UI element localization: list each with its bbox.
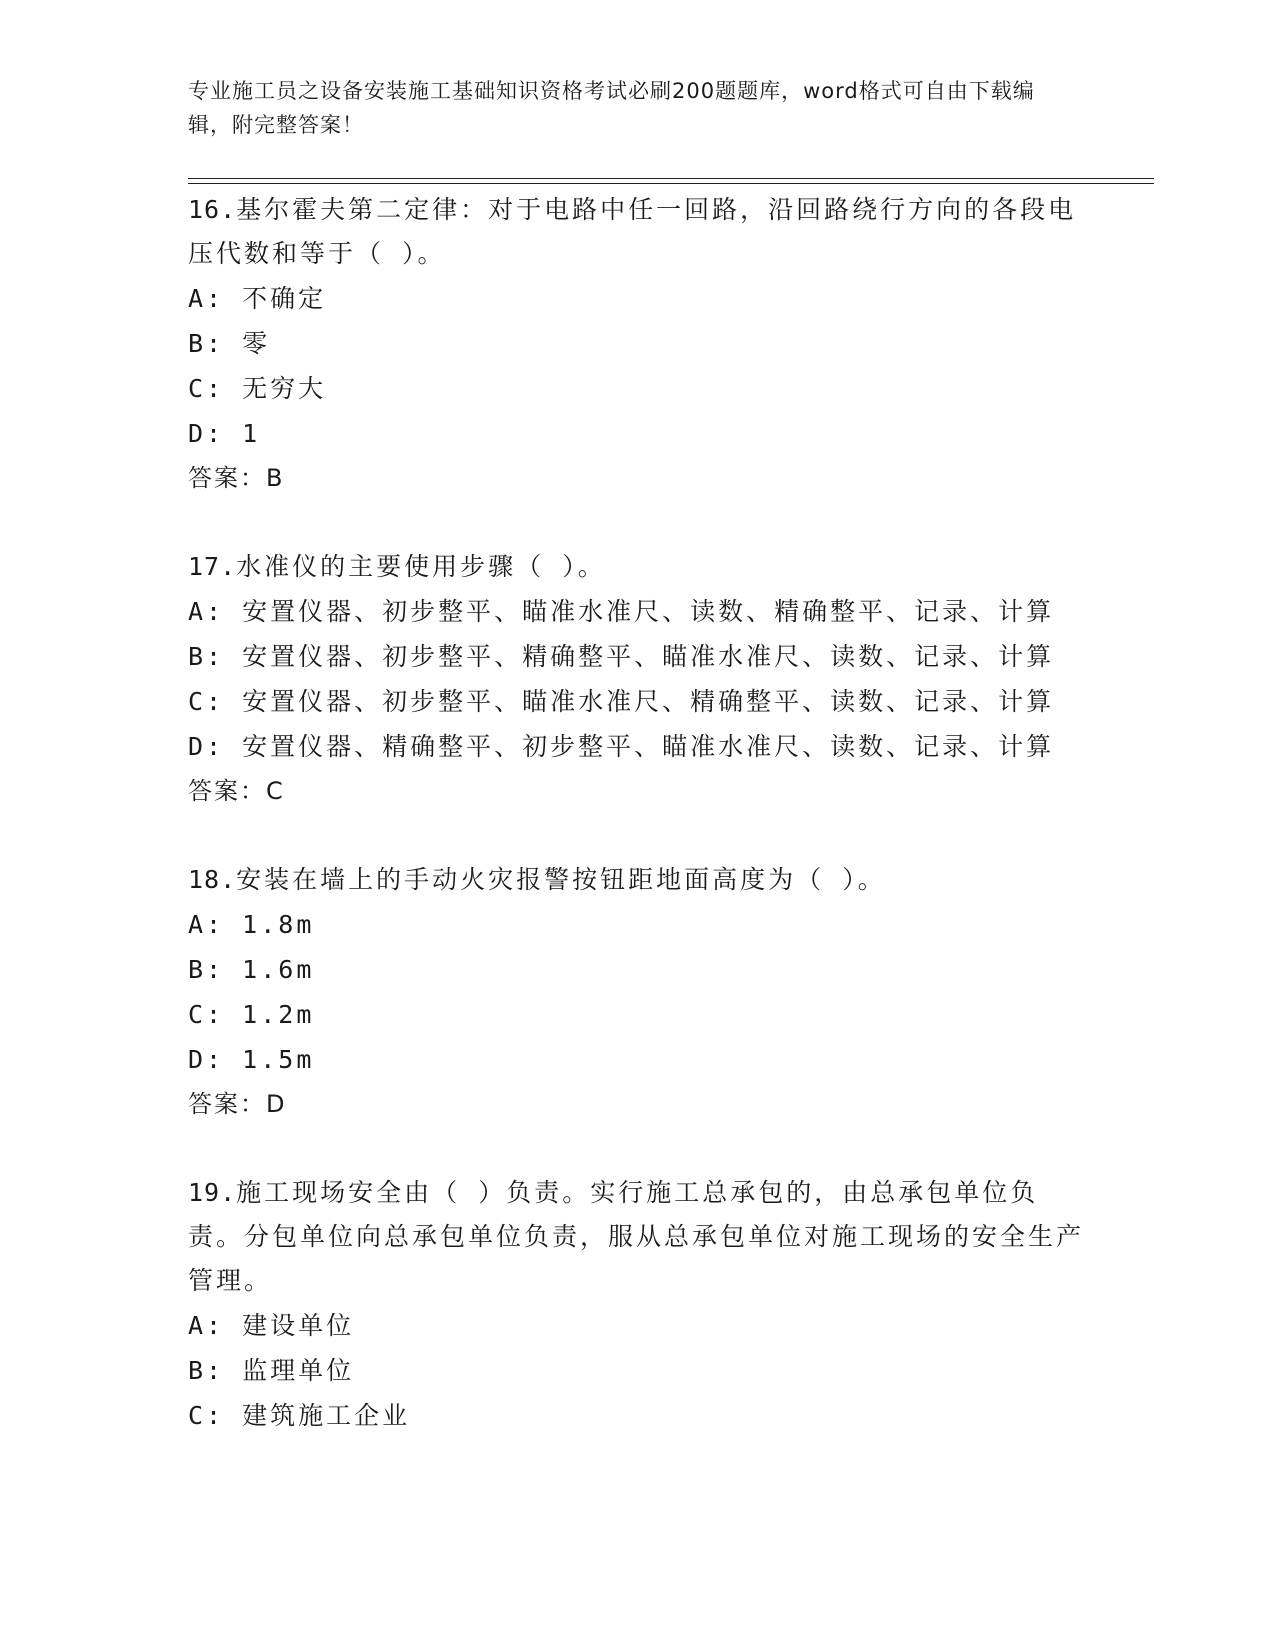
option-text: 1.5m — [242, 1045, 315, 1074]
question-text: 基尔霍夫第二定律：对于电路中任一回路，沿回路绕行方向的各段电压代数和等于（ ）。 — [188, 195, 1077, 268]
option-text: 零 — [242, 329, 271, 358]
option-label: A: — [188, 597, 225, 626]
option-label: C: — [188, 687, 225, 716]
answer-prefix: 答案： — [188, 1090, 266, 1118]
option-c — [188, 679, 1088, 724]
question-stem — [188, 1171, 1088, 1303]
option-b — [188, 1348, 1088, 1393]
answer-prefix: 答案： — [188, 464, 266, 492]
question-number: 19. — [188, 1178, 237, 1207]
page-header — [188, 74, 1068, 142]
option-a — [188, 902, 1088, 947]
question-stem — [188, 545, 1088, 589]
option-text: 建筑施工企业 — [242, 1401, 411, 1430]
option-c — [188, 1393, 1088, 1438]
option-d — [188, 411, 1088, 456]
option-text: 安置仪器、初步整平、瞄准水准尺、精确整平、读数、记录、计算 — [242, 687, 1055, 716]
answer-prefix: 答案： — [188, 777, 266, 805]
option-label: D: — [188, 419, 225, 448]
option-label: C: — [188, 1000, 225, 1029]
option-text: 1 — [242, 419, 261, 448]
document-title: 专业施工员之设备安装施工基础知识资格考试必刷200题题库，word格式可自由下载编辑，附完整答案！ — [188, 79, 1035, 137]
option-b — [188, 634, 1088, 679]
question-18 — [188, 858, 1088, 1127]
question-text: 安装在墙上的手动火灾报警按钮距地面高度为（ ）。 — [236, 865, 886, 894]
option-label: A: — [188, 1311, 225, 1340]
option-label: B: — [188, 329, 225, 358]
option-c — [188, 992, 1088, 1037]
answer-line — [188, 769, 1088, 814]
option-label: A: — [188, 284, 225, 313]
option-b — [188, 321, 1088, 366]
option-text: 建设单位 — [242, 1311, 355, 1340]
option-b — [188, 947, 1088, 992]
option-label: B: — [188, 1356, 225, 1385]
option-text: 不确定 — [242, 284, 327, 313]
question-number: 16. — [188, 195, 237, 224]
option-label: D: — [188, 732, 225, 761]
option-text: 1.6m — [242, 955, 315, 984]
header-divider-bottom — [188, 183, 1154, 184]
question-17 — [188, 545, 1088, 814]
option-text: 安置仪器、精确整平、初步整平、瞄准水准尺、读数、记录、计算 — [242, 732, 1055, 761]
option-text: 无穷大 — [242, 374, 327, 403]
question-number: 17. — [188, 552, 237, 581]
option-label: A: — [188, 910, 225, 939]
question-list — [188, 188, 1088, 1482]
answer-line — [188, 456, 1088, 501]
answer-value: B — [266, 464, 284, 492]
question-19 — [188, 1171, 1088, 1438]
option-text: 监理单位 — [242, 1356, 355, 1385]
answer-line — [188, 1082, 1088, 1127]
option-label: B: — [188, 955, 225, 984]
question-number: 18. — [188, 865, 237, 894]
option-d — [188, 1037, 1088, 1082]
question-text: 水准仪的主要使用步骤（ ）。 — [236, 552, 606, 581]
question-16 — [188, 188, 1088, 501]
question-stem — [188, 858, 1088, 902]
header-divider-top — [188, 178, 1154, 179]
question-stem — [188, 188, 1088, 276]
option-label: C: — [188, 1401, 225, 1430]
option-label: D: — [188, 1045, 225, 1074]
option-c — [188, 366, 1088, 411]
answer-value: D — [266, 1090, 286, 1118]
answer-value: C — [266, 777, 284, 805]
option-d — [188, 724, 1088, 769]
option-text: 1.2m — [242, 1000, 315, 1029]
option-text: 安置仪器、初步整平、瞄准水准尺、读数、精确整平、记录、计算 — [242, 597, 1055, 626]
option-label: B: — [188, 642, 225, 671]
question-text: 施工现场安全由（ ）负责。实行施工总承包的，由总承包单位负责。分包单位向总承包单位负责，服从总承包单位对施工现场的安全生产管理。 — [188, 1178, 1085, 1295]
option-a — [188, 589, 1088, 634]
option-a — [188, 1303, 1088, 1348]
option-a — [188, 276, 1088, 321]
option-text: 安置仪器、初步整平、精确整平、瞄准水准尺、读数、记录、计算 — [242, 642, 1055, 671]
option-text: 1.8m — [242, 910, 315, 939]
option-label: C: — [188, 374, 225, 403]
